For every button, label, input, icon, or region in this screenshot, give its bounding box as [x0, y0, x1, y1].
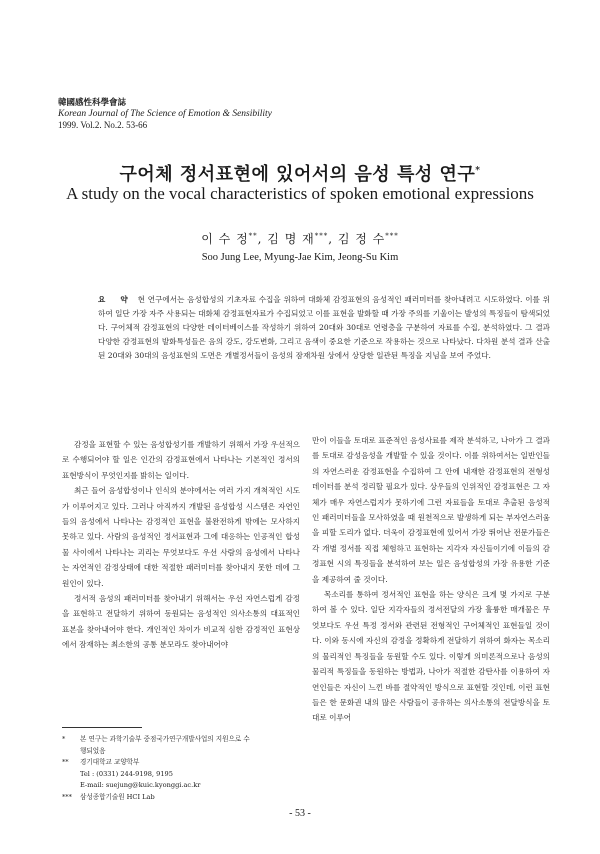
journal-name-en: Korean Journal of The Science of Emotion & Sensibility — [58, 109, 272, 119]
journal-name-ko: 韓國感性科學會誌 — [58, 98, 127, 108]
body-column-right — [312, 433, 550, 726]
footnote-line: 행되었음 — [80, 746, 106, 755]
page-number: - 53 - — [289, 808, 311, 819]
footnote-line: 경기대학교 교양학부 — [80, 758, 140, 766]
abstract-text: 현 연구에서는 음성합성의 기초자료 수집을 위하여 대화체 감정표현의 음성적인 패러미터를 찾아내려고 시도하였다. 이를 위하여 일단 가장 자주 사용되는 대화체 감정표현자료가 수집되었고 이를 표현을 발화할 때 가장 주의를 기울이는 발성의 특징들이 탐색되었다. 구어체적 감정표현의 다양한 데이터베이스를 작성하기 위하여 20대와 30대로 연령층을 구분하여 자료를 수집, 분석하였다. 그 결과 다양한 감정표현의 발화특성들은 음의 강도, 강도변화, 그리고 음색이 중요한 기준으로 작용하는 것으로 나타났다. 다차원 분석 결과 산출된 20대와 30대의 음성표현의 도면은 개별정서들이 음성의 잠재차원 상에서 상당한 일관된 특징을 지님을 보여 주었다. — [98, 295, 550, 360]
author-name: 김 정 수 — [337, 232, 386, 246]
author-name: 이 수 정 — [201, 232, 249, 246]
body-paragraph: 정서적 음성의 패러미터를 찾아내기 위해서는 우선 자연스럽게 감정을 표현하고 전달하기 위하여 동원되는 음성적인 의사소통의 대표적인 표본을 찾아내어야 한다. 개인적인 차이가 비교적 심한 감정적인 표현상에서 잠재하는 최소한의 공통 분모라도 찾아내어야 — [62, 594, 300, 650]
footnote — [62, 792, 300, 804]
title-english: A study on the vocal characteristics of spoken emotional expressions — [66, 184, 534, 203]
footnote-line: 본 연구는 과학기술부 중점국가연구개발사업의 지원으로 수 — [80, 735, 250, 743]
author-name: 김 명 재 — [267, 232, 315, 246]
footnote-line: Tel : (0331) 244-9198, 9195 — [80, 769, 173, 778]
author-mark: ** — [248, 232, 258, 240]
author-separator: , — [257, 232, 268, 246]
body-paragraph: 감정을 표현할 수 있는 음성합성기를 개발하기 위해서 가장 우선적으로 수행되어야 할 일은 인간의 감정표현에서 나타나는 기본적인 정서의 표현방식이 무엇인지를 밝히는 일이다. — [62, 440, 300, 480]
footnote — [62, 734, 300, 757]
authors-korean — [0, 230, 600, 247]
footnote-line: 삼성종합기술원 HCI Lab — [80, 792, 155, 801]
author-mark: *** — [385, 232, 399, 240]
footnote-mark: *** — [62, 792, 72, 801]
title-korean-text: 구어체 정서표현에 있어서의 음성 특성 연구 — [119, 164, 476, 185]
abstract — [98, 293, 550, 363]
author-mark: *** — [314, 232, 329, 240]
body-paragraph: 최근 들어 음성합성이나 인식의 분야에서는 여러 가지 개척적인 시도가 이루어지고 있다. 그러나 아직까지 개발된 음성합성 시스템은 자연인들의 음성에서 나타나는 감정적인 표현을 불완전하게 밖에는 모사하지 못하고 있다. 사람의 음성적인 정서표현과 그에 대응하는 인공적인 합성물 사이에서 나타나는 괴리는 무엇보다도 우선 사람의 음성에서 나타나는 자연적인 감정상태에 대한 적절한 패러미터를 찾아내지 못한 데에 그 원인이 있다. — [62, 486, 300, 588]
body-column-left — [62, 437, 300, 653]
footnotes — [62, 734, 300, 803]
footnote — [62, 757, 300, 792]
footnote-mark: * — [62, 735, 66, 743]
title-footnote-mark: * — [475, 166, 481, 176]
body-paragraph: 목소리를 통하여 정서적인 표현을 하는 양식은 크게 몇 가지로 구분하여 볼 수 있다. 일단 지각자들의 정서전달의 가장 훌륭한 매개물은 무엇보다도 우선 특정 정서와 관련된 전형적인 구어체적인 표현들일 것이다. 이와 동시에 자신의 감정을 정확하게 전달하기 위하여 화자는 목소리의 물리적인 특징들을 동원할 수도 있다. 이렇게 의미론적으로나 음성의 물리적 특징들을 동원하는 방법과, 나아가 적절한 감탄사를 이용하여 자연인들은 자신이 느낀 바를 절약적인 방식으로 표현할 것인데, 이런 표현들은 한 문화권 내의 많은 사람들이 공유하는 의사소통의 전달방식을 토대로 이루어 — [312, 590, 550, 723]
body-paragraph: 만이 이들을 토대로 표준적인 음성사료를 제작 분석하고, 나아가 그 결과를 토대로 감성음성을 개발할 수 있을 것이다. 이를 위하여서는 일반인들의 자연스러운 감정표현을 수집하여 그 안에 내재한 감정표현의 전형성 데이터를 분석 정리할 필요가 있다. 상우들의 인위적인 감정표현은 그 자체가 매우 자연스럽지가 못하기에 그런 자료들을 토대로 추출된 음성적인 패러미터들을 모사하였을 때 원천적으로 발생하게 되는 부자연스러움을 피할 도리가 없다. 더욱이 감정표현에 있어서 가장 뛰어난 전문가들은 각 개별 정서를 직접 체험하고 표현하는 지각자 자신들이기에 이들의 감정표현 시의 특징들을 분석하여 보는 일은 음성합성의 가장 유용한 기준을 제공하여 줄 것이다. — [312, 436, 550, 584]
footnote-mark: ** — [62, 758, 69, 766]
authors-english: Soo Jung Lee, Myung-Jae Kim, Jeong-Su Kim — [201, 252, 399, 263]
abstract-label: 요 약 — [98, 295, 134, 304]
footnote-divider — [62, 727, 142, 728]
footnote-line: E-mail: suejung@kuic.kyonggi.ac.kr — [80, 781, 201, 789]
title-korean — [0, 160, 600, 186]
author-separator: , — [328, 232, 338, 246]
journal-header — [58, 98, 272, 131]
journal-volume: 1999. Vol.2. No.2. 53-66 — [58, 120, 148, 130]
